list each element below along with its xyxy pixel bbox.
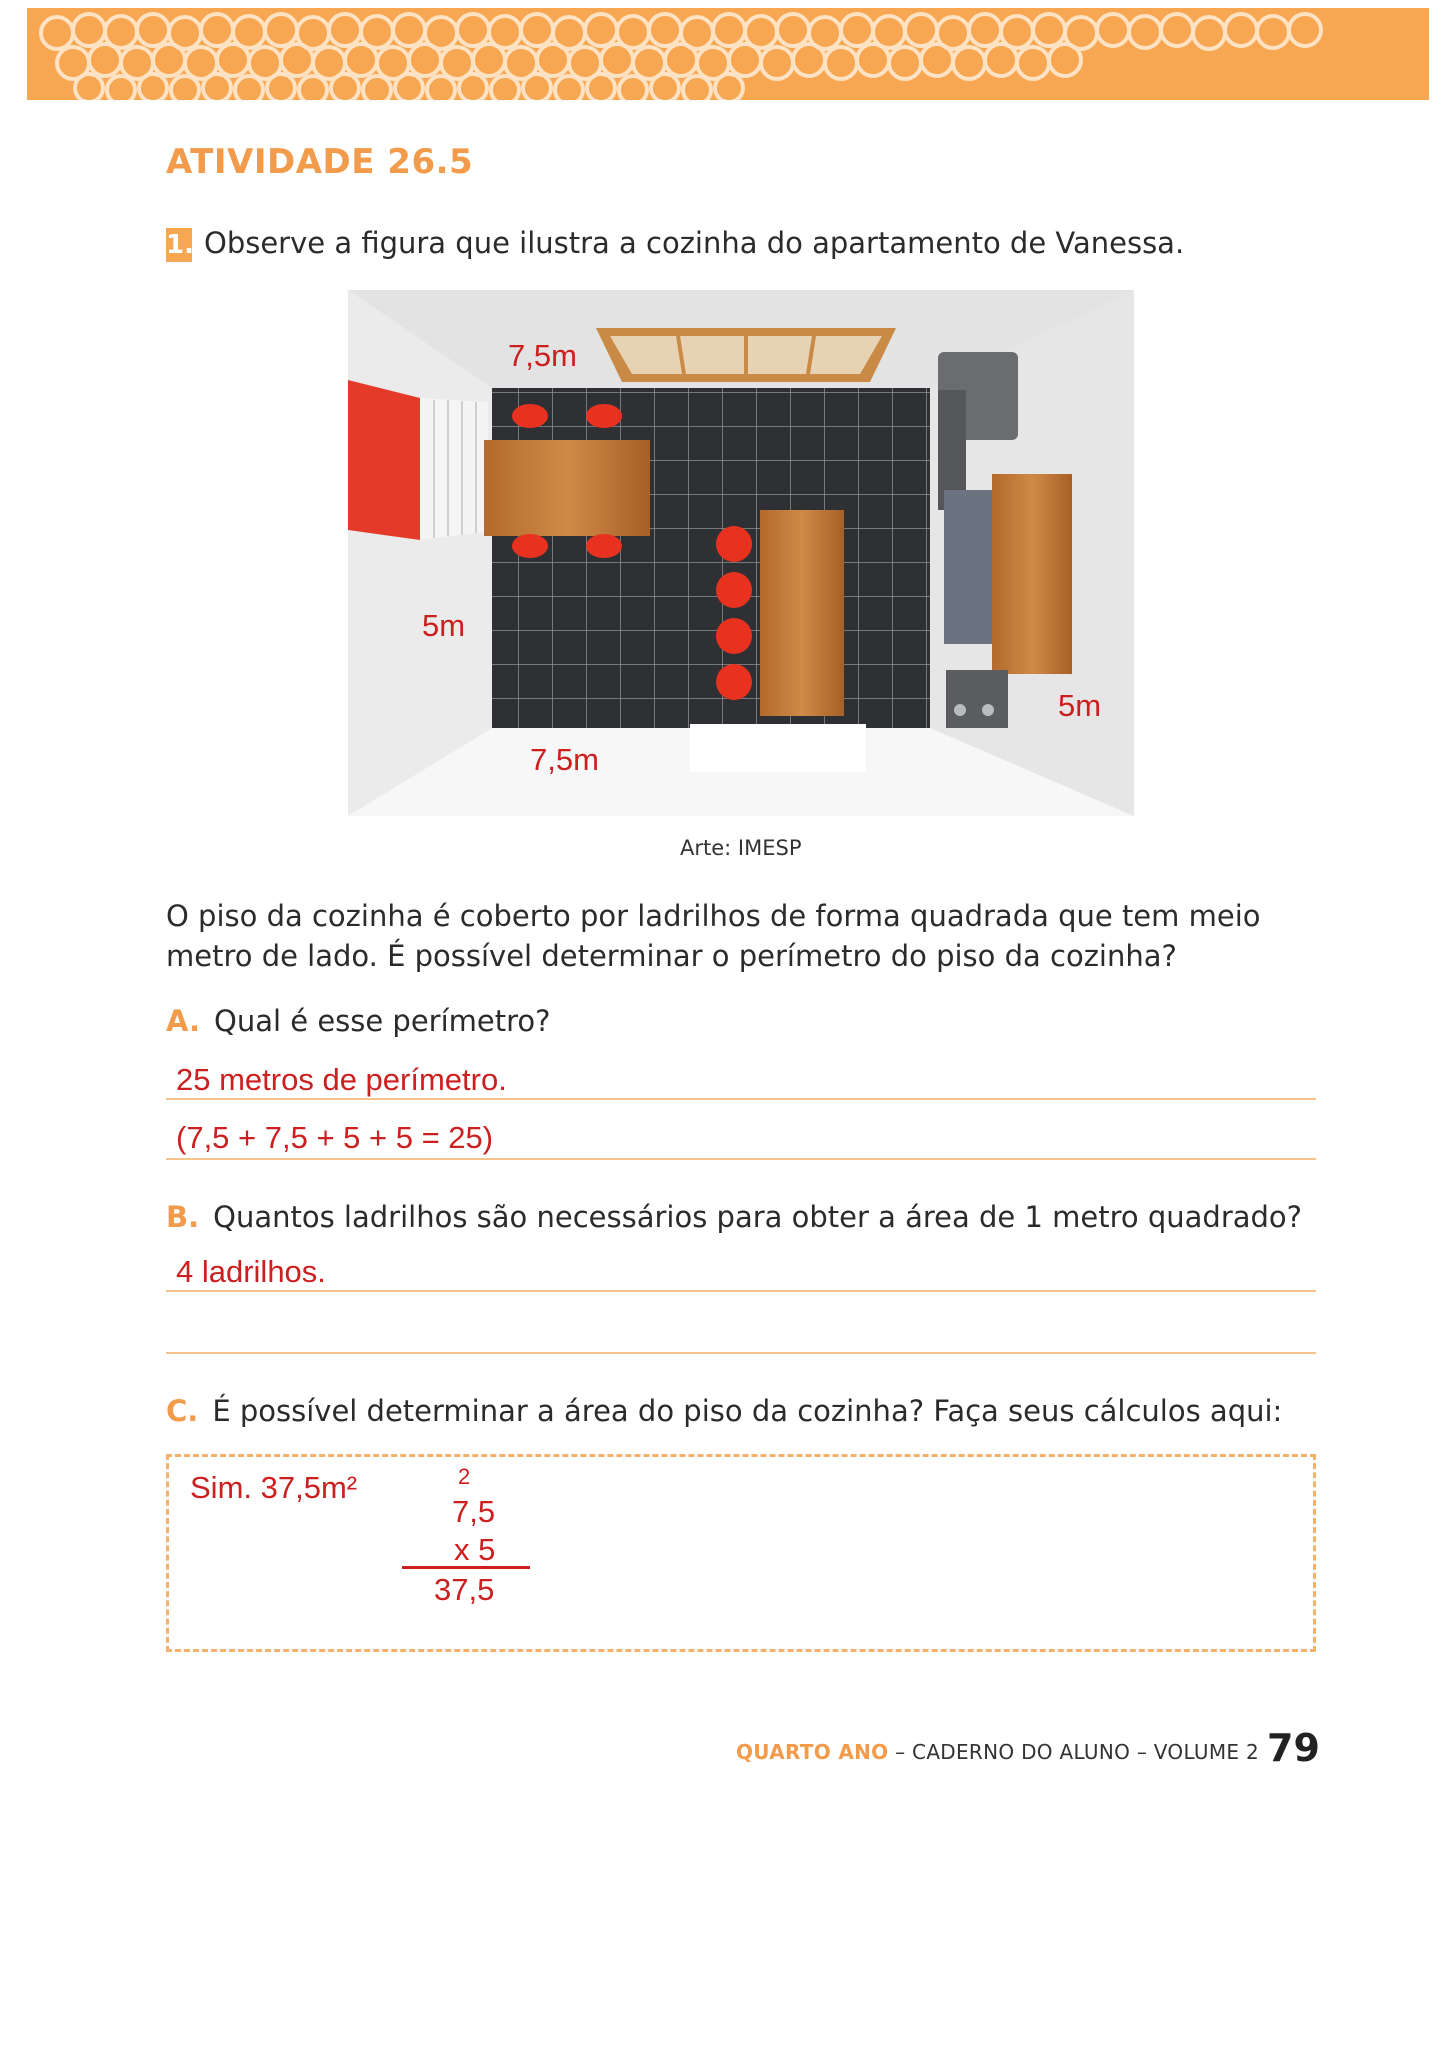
calc-divider-line	[402, 1566, 530, 1569]
calc-carry-digit: 2	[458, 1464, 471, 1489]
dimension-label-top: 7,5m	[508, 338, 577, 373]
question-b	[166, 1200, 1302, 1234]
kitchen-illustration	[348, 290, 1134, 816]
problem-paragraph: O piso da cozinha é coberto por ladrilhos de forma quadrada que tem meio metro de lado. É possível determinar o perímetro do piso da cozinha?	[166, 899, 1261, 973]
dimension-label-right: 5m	[1058, 688, 1102, 723]
question-b-letter: B.	[166, 1200, 200, 1234]
question-1	[166, 226, 1184, 262]
question-c	[166, 1394, 1282, 1428]
answer-line	[166, 1290, 1316, 1292]
footer-text	[736, 1740, 1259, 1764]
question-a	[166, 1004, 551, 1038]
question-c-letter: C.	[166, 1394, 199, 1428]
calc-operand-1: 7,5	[452, 1494, 496, 1529]
answer-b: 4 ladrilhos.	[176, 1254, 326, 1289]
question-1-text: Observe a figura que ilustra a cozinha do apartamento de Vanessa.	[204, 226, 1185, 260]
answer-a-line1: 25 metros de perímetro.	[176, 1062, 507, 1097]
calc-operand-2: x 5	[454, 1532, 496, 1567]
answer-c: Sim. 37,5m²	[190, 1470, 358, 1505]
kitchen-floor-plan-image	[348, 290, 1134, 816]
answer-line	[166, 1352, 1316, 1354]
footer-rest: – CADERNO DO ALUNO – VOLUME 2	[888, 1740, 1260, 1764]
header-banner	[27, 8, 1429, 100]
activity-title: ATIVIDADE 26.5	[166, 142, 474, 182]
answer-a-line2: (7,5 + 7,5 + 5 + 5 = 25)	[176, 1120, 494, 1155]
footer-grade: QUARTO ANO	[736, 1740, 889, 1764]
dimension-label-left: 5m	[422, 608, 466, 643]
question-c-text: É possível determinar a área do piso da cozinha? Faça seus cálculos aqui:	[212, 1394, 1283, 1428]
answer-line	[166, 1098, 1316, 1100]
question-a-text: Qual é esse perímetro?	[214, 1004, 551, 1038]
circle-pattern-decoration	[27, 8, 1429, 100]
calc-result: 37,5	[434, 1572, 495, 1607]
question-a-letter: A.	[166, 1004, 200, 1038]
question-b-text: Quantos ladrilhos são necessários para obter a área de 1 metro quadrado?	[213, 1200, 1303, 1234]
dimension-label-bottom: 7,5m	[530, 742, 599, 777]
page-number: 79	[1267, 1726, 1320, 1770]
image-credit: Arte: IMESP	[680, 836, 802, 860]
answer-line	[166, 1158, 1316, 1160]
question-number-badge: 1.	[166, 230, 194, 260]
